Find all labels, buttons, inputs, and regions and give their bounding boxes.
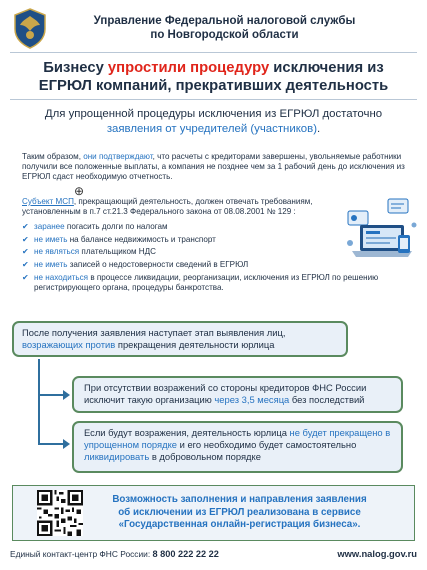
item-keyword: не иметь <box>34 260 68 270</box>
headline <box>8 60 419 96</box>
box1-highlight: возражающих против <box>22 339 116 351</box>
requirements-intro <box>22 197 362 217</box>
arrow-right-icon <box>63 390 70 400</box>
paragraph-text-1: Таким образом, <box>22 152 84 161</box>
arrow-right-icon <box>63 439 70 449</box>
step-box-1 <box>12 321 348 357</box>
requirements-intro-text: , прекращающий деятельность, должен отвечать требованиям, <box>73 197 313 206</box>
requirements-intro-line-2: установленным в п.7 ст.21.3 Федерального закона от 08.08.2001 № 129 : <box>22 207 296 217</box>
arrow-line-3 <box>38 396 40 444</box>
subhead-text: Для упрощенной процедуры исключения из ЕГРЮЛ достаточно <box>44 108 383 120</box>
subhead-highlight: заявления от учредителей (участников) <box>106 122 317 135</box>
box3-highlight-2: ликвидировать <box>84 451 150 463</box>
checkmark-icon: ✔ <box>22 234 29 244</box>
contact-label: Единый контакт-центр ФНС России: <box>10 549 153 559</box>
explanation-paragraph <box>22 152 417 182</box>
banner-line-1: Возможность заполнения и направления заявления <box>112 493 367 505</box>
banner-text <box>83 494 414 532</box>
header-line-1: Управление Федеральной налоговой службы <box>93 14 356 27</box>
box3-text-3: в добровольном порядке <box>149 451 261 463</box>
laptop-illustration-icon <box>344 195 418 267</box>
subhead <box>20 107 407 137</box>
headline-divider <box>10 99 417 100</box>
list-item <box>22 273 417 292</box>
banner-line-2: об исключении из ЕГРЮЛ реализована в сервисе <box>118 506 361 518</box>
headline-line-1 <box>8 60 419 78</box>
arrow-line-2 <box>38 394 64 396</box>
service-banner <box>12 485 415 541</box>
checkmark-icon: ✔ <box>22 247 29 257</box>
item-text: на балансе недвижимость и транспорт <box>67 234 216 244</box>
step-box-2 <box>72 376 403 413</box>
checkmark-icon: ✔ <box>22 260 29 270</box>
item-text: в процессе ликвидации, реорганизации, исключения из ЕГРЮЛ по решению регистрирующего органа, процедуры банкротства. <box>34 272 379 292</box>
checkmark-icon: ✔ <box>22 222 29 231</box>
box3-text-1: Если будут возражения, деятельность юрлица <box>84 427 290 438</box>
box3-text-2: и его необходимо будет самостоятельно <box>177 439 357 451</box>
arrow-line-1 <box>38 359 40 396</box>
item-text: погасить долги по налогам <box>64 222 168 231</box>
website-link[interactable]: www.nalog.gov.ru <box>337 548 417 559</box>
item-text: записей о недостоверности сведений в ЕГРЮЛ <box>67 260 249 270</box>
step-box-3 <box>72 421 403 473</box>
qr-code-icon[interactable] <box>37 490 83 536</box>
headline-line-2: ЕГРЮЛ компаний, прекративших деятельность <box>38 77 389 94</box>
subhead-end: . <box>317 122 321 135</box>
item-text: плательщиком НДС <box>79 247 156 257</box>
item-keyword: не являться <box>34 247 80 257</box>
msp-link[interactable]: Субъект МСП <box>22 197 74 206</box>
header-divider <box>10 52 417 53</box>
item-keyword: заранее <box>34 222 65 231</box>
box2-highlight: через 3,5 месяца <box>214 394 290 406</box>
arrow-line-4 <box>38 443 64 445</box>
header-title <box>48 14 421 43</box>
paragraph-text-2: , что расчеты с кредиторами завершены, увольняемые работники получили все положенные выплаты, а компания не позднее чем за 1 рабочий день до исключения из ЕГРЮЛ сдаст необходимую отчетность. <box>22 152 405 182</box>
item-keyword: не находиться <box>34 272 89 282</box>
item-keyword: не иметь <box>34 234 68 244</box>
headline-part-1: Бизнесу <box>43 60 108 76</box>
header-line-2: по Новгородской области <box>150 29 299 41</box>
contact-center <box>10 549 219 559</box>
banner-line-3: «Государственная онлайн-регистрация бизнеса». <box>118 519 361 531</box>
box2-text-1: При отсутствии возражений со стороны кредиторов ФНС России исключит такую организацию <box>84 382 367 406</box>
box3-highlight-1: не будет прекращено в упрощенном порядке <box>84 427 391 451</box>
checkmark-icon: ✔ <box>22 272 29 282</box>
header <box>6 6 421 50</box>
box1-text-1: После получения заявления наступает этап выявления лиц, <box>22 327 286 338</box>
box1-text-2: прекращения деятельности юрлица <box>115 339 275 351</box>
box2-text-2: без последствий <box>289 394 365 406</box>
headline-highlight: упростили процедуру <box>107 60 270 76</box>
fns-emblem-icon <box>12 7 48 49</box>
phone-number[interactable]: 8 800 222 22 22 <box>152 549 219 559</box>
zoom-cursor-icon: ⊕ <box>74 184 85 198</box>
headline-part-3: исключения из <box>269 60 384 76</box>
paragraph-highlight: они подтверждают <box>83 152 153 161</box>
